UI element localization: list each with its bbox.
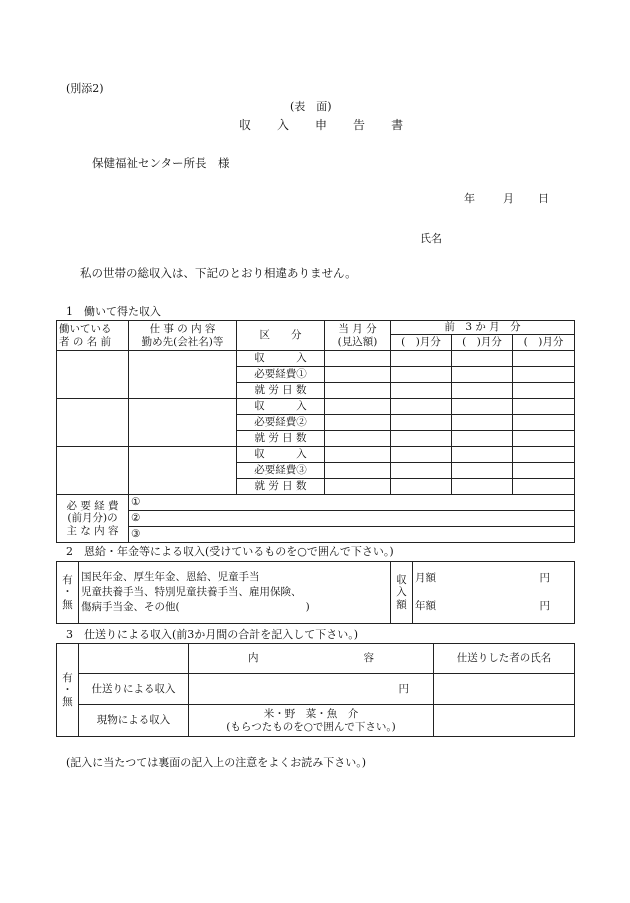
section2-title: 2 恩給・年金等による収入(受けているものを○で囲んで下さい。)	[66, 545, 394, 558]
title-char: 告	[353, 118, 366, 132]
value-cell[interactable]	[452, 415, 513, 431]
date-day[interactable]: 日	[538, 192, 549, 205]
value-cell[interactable]	[513, 447, 575, 463]
sender-name-cell[interactable]	[434, 705, 575, 737]
value-cell[interactable]	[513, 479, 575, 495]
row-label: 収 入	[237, 351, 325, 367]
value-cell[interactable]	[391, 367, 452, 383]
job-cell[interactable]	[129, 399, 237, 447]
month-label[interactable]: ( )月分	[452, 335, 513, 351]
title-char: 書	[391, 118, 404, 132]
value-cell[interactable]	[452, 447, 513, 463]
value-cell[interactable]	[513, 463, 575, 479]
value-cell[interactable]	[452, 367, 513, 383]
goods-items-cell[interactable]	[189, 705, 434, 737]
row-label: 収 入	[237, 399, 325, 415]
value-cell[interactable]	[513, 383, 575, 399]
value-cell[interactable]	[325, 367, 391, 383]
job-cell[interactable]	[129, 447, 237, 495]
name-label[interactable]: 氏名	[420, 232, 442, 245]
worker-name-cell[interactable]	[57, 351, 129, 399]
value-cell[interactable]	[452, 383, 513, 399]
value-cell[interactable]	[391, 479, 452, 495]
section1-title: 1 働いて得た収入	[66, 305, 161, 318]
yen-unit: 円	[539, 572, 550, 585]
month-label[interactable]: ( )月分	[391, 335, 452, 351]
value-cell[interactable]	[325, 463, 391, 479]
value-cell[interactable]	[452, 463, 513, 479]
row-label: 就 労 日 数	[237, 431, 325, 447]
value-cell[interactable]	[513, 415, 575, 431]
col-category-header: 区 分	[237, 321, 325, 351]
row-label: 必要経費①	[237, 367, 325, 383]
remittance-table	[56, 643, 575, 737]
pension-yes-no[interactable]: 有 ・ 無	[57, 562, 79, 624]
row-label: 収 入	[237, 447, 325, 463]
expense-label: 必 要 経 費 (前月分)の 主 な 内 容	[57, 495, 129, 543]
expense-row[interactable]: ①	[129, 495, 575, 511]
form-title	[226, 119, 416, 131]
value-cell[interactable]	[325, 383, 391, 399]
side-label: (表 面)	[290, 100, 332, 113]
amount-cell[interactable]	[413, 562, 575, 624]
value-cell[interactable]	[391, 463, 452, 479]
expense-row[interactable]: ③	[129, 527, 575, 543]
value-cell[interactable]	[325, 351, 391, 367]
value-cell[interactable]	[452, 399, 513, 415]
value-cell[interactable]	[391, 415, 452, 431]
month-label[interactable]: ( )月分	[513, 335, 575, 351]
pension-items[interactable]: 国民年金、厚生年金、恩給、児童手当 児童扶養手当、特別児童扶養手当、雇用保険、 傷病手当金、その他( )	[79, 562, 391, 624]
value-cell[interactable]	[513, 399, 575, 415]
col-job-header: 仕 事 の 内 容 勤め先(会社名)等	[129, 321, 237, 351]
remit-row-label: 仕送りによる収入	[79, 674, 189, 705]
value-cell[interactable]	[325, 447, 391, 463]
declaration-text: 私の世帯の総収入は、下記のとおり相違ありません。	[80, 266, 357, 280]
income-amount-label: 収 入 額	[391, 562, 413, 624]
title-char: 入	[277, 118, 290, 132]
value-cell[interactable]	[325, 399, 391, 415]
addressee: 保健福祉センター所長 様	[92, 156, 230, 170]
value-cell[interactable]	[513, 431, 575, 447]
job-cell[interactable]	[129, 351, 237, 399]
col-sender-header: 仕送りした者の氏名	[434, 644, 575, 674]
expense-row[interactable]: ②	[129, 511, 575, 527]
value-cell[interactable]	[391, 431, 452, 447]
col-current-header: 当 月 分 (見込額)	[325, 321, 391, 351]
yen-unit: 円	[398, 682, 409, 695]
yen-unit: 円	[539, 599, 550, 612]
col-prev-header: 前 3 か 月 分	[391, 321, 575, 335]
value-cell[interactable]	[452, 351, 513, 367]
row-label: 就 労 日 数	[237, 383, 325, 399]
value-cell[interactable]	[325, 415, 391, 431]
row-label: 必要経費②	[237, 415, 325, 431]
value-cell[interactable]	[391, 351, 452, 367]
corner-cell	[79, 644, 189, 674]
goods-row-label: 現物による収入	[79, 705, 189, 737]
date-month[interactable]: 月	[503, 192, 514, 205]
sender-name-cell[interactable]	[434, 674, 575, 705]
value-cell[interactable]	[513, 351, 575, 367]
attachment-label: (別添2)	[66, 82, 104, 95]
pension-table	[56, 561, 575, 624]
value-cell[interactable]	[452, 431, 513, 447]
row-label: 必要経費③	[237, 463, 325, 479]
footer-note: (記入に当たつては裏面の記入上の注意をよくお読み下さい。)	[66, 756, 367, 769]
goods-items[interactable]: 米・野 菜・魚 介	[263, 708, 359, 721]
col-content-header: 内 容	[189, 644, 434, 674]
value-cell[interactable]	[325, 431, 391, 447]
col-worker-header: 働いている 者 の 名 前	[57, 321, 129, 351]
value-cell[interactable]	[513, 367, 575, 383]
work-income-table	[56, 320, 575, 543]
remit-amount-cell[interactable]	[189, 674, 434, 705]
goods-note: (もらつたものを○で囲んで下さい。)	[226, 720, 396, 733]
section3-title: 3 仕送りによる収入(前3か月間の合計を記入して下さい。)	[66, 628, 359, 641]
value-cell[interactable]	[391, 383, 452, 399]
worker-name-cell[interactable]	[57, 399, 129, 447]
title-char: 申	[315, 118, 328, 132]
date-year[interactable]: 年	[464, 192, 475, 205]
remit-yes-no[interactable]: 有 ・ 無	[57, 644, 79, 737]
row-label: 就 労 日 数	[237, 479, 325, 495]
value-cell[interactable]	[391, 399, 452, 415]
value-cell[interactable]	[325, 479, 391, 495]
value-cell[interactable]	[452, 479, 513, 495]
title-char: 収	[239, 118, 252, 132]
worker-name-cell[interactable]	[57, 447, 129, 495]
value-cell[interactable]	[391, 447, 452, 463]
monthly-label: 月額	[415, 572, 436, 585]
annual-label: 年額	[415, 599, 436, 612]
